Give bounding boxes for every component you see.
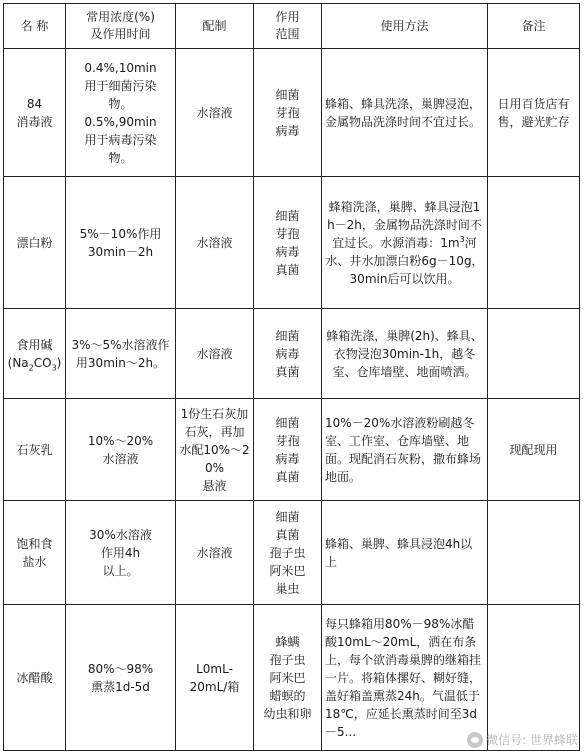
cell-preparation: 1份生石灰加石灰，再加水配10%～20% 悬液 — [176, 399, 254, 501]
name-subscript: 3 — [51, 362, 57, 372]
cell-method: 每只蜂箱用80%－98%冰醋酸10mL～20mL，洒在布条上，每个欲消毒巢脾的继箱挂一片。将箱体摞好、糊好缝，盖好箱盖熏蒸24h。气温低于18℃，应延长熏蒸时间至3d－5... — [322, 605, 488, 751]
cell-concentration: 3%～5%水溶液作用30min～2h。 — [66, 309, 176, 399]
header-name: 名 称 — [4, 4, 66, 49]
cell-note — [488, 177, 580, 309]
watermark-text: 微信号: 世界蜂联 — [486, 733, 578, 747]
cell-method: 蜂箱洗涤，巢脾(2h)、蜂具、衣物浸泡30min-1h，越冬室、仓库墙壁、地面喷洒。 — [322, 309, 488, 399]
header-note: 备注 — [488, 4, 580, 49]
method-text-part: 蜂箱洗涤，巢脾、蜂具浸泡1h－2h，金属物品洗涤时间不宜过长。水源消毒：1m — [327, 199, 482, 250]
cell-method: 蜂箱、巢脾、蜂具浸泡4h以上 — [322, 501, 488, 605]
cell-scope: 细菌 芽孢 病毒 真菌 — [254, 177, 322, 309]
table-row — [4, 605, 580, 751]
cell-name: 饱和食 盐水 — [4, 501, 66, 605]
name-text-part: CO — [33, 355, 52, 370]
cell-name: 石灰乳 — [4, 399, 66, 501]
table-row — [4, 399, 580, 501]
cell-note — [488, 501, 580, 605]
cell-method: 蜂箱、蜂具洗涤，巢脾浸泡，金属物品洗涤时间不宜过长。 — [322, 49, 488, 177]
cell-concentration: 30%水溶液 作用4h 以上。 — [66, 501, 176, 605]
cell-preparation: 水溶液 — [176, 177, 254, 309]
name-text-part: 食用碱 (Na — [7, 337, 53, 370]
cell-preparation: L0mL- 20mL/箱 — [176, 605, 254, 751]
cell-name: 冰醋酸 — [4, 605, 66, 751]
header-scope: 作用 范围 — [254, 4, 322, 49]
cell-concentration: 5%－10%作用 30min－2h — [66, 177, 176, 309]
method-text-part: 河水、井水加漂白粉6g－10g，30min后可以饮用。 — [325, 235, 484, 286]
cell-scope: 细菌 芽孢 病毒 真菌 — [254, 399, 322, 501]
wechat-icon — [467, 732, 483, 748]
method-superscript: 3 — [459, 234, 465, 244]
cell-name: 84 消毒液 — [4, 49, 66, 177]
table-header-row — [4, 4, 580, 49]
cell-method: 10%－20%水溶液粉刷越冬室、工作室、仓库墙壁、地面。现配消石灰粉，撒布蜂场地面。 — [322, 399, 488, 501]
cell-preparation: 水溶液 — [176, 501, 254, 605]
cell-note: 日用百货店有售，避光贮存 — [488, 49, 580, 177]
cell-scope: 细菌 芽孢 病毒 — [254, 49, 322, 177]
header-preparation: 配制 — [176, 4, 254, 49]
cell-preparation: 水溶液 — [176, 49, 254, 177]
cell-concentration: 80%～98% 熏蒸1d-5d — [66, 605, 176, 751]
cell-concentration: 0.4%,10min 用于细菌污染 物。 0.5%,90min 用于病毒污染 物。 — [66, 49, 176, 177]
header-method: 使用方法 — [322, 4, 488, 49]
cell-scope: 蜂螨 孢子虫 阿米巴 蜡螟的 幼虫和卵 — [254, 605, 322, 751]
table-row — [4, 49, 580, 177]
table-row — [4, 177, 580, 309]
cell-name: 漂白粉 — [4, 177, 66, 309]
header-concentration: 常用浓度(%) 及作用时间 — [66, 4, 176, 49]
name-subscript: 2 — [28, 362, 34, 372]
cell-concentration: 10%～20% 水溶液 — [66, 399, 176, 501]
cell-method — [322, 177, 488, 309]
disinfectant-table — [3, 3, 580, 751]
cell-scope: 细菌 病毒 真菌 — [254, 309, 322, 399]
cell-scope: 细菌 真菌 孢子虫 阿米巴 巢虫 — [254, 501, 322, 605]
table-row — [4, 309, 580, 399]
disinfectant-table-container — [3, 3, 580, 751]
cell-note — [488, 605, 580, 751]
watermark — [467, 731, 578, 748]
cell-name — [4, 309, 66, 399]
cell-note — [488, 309, 580, 399]
cell-note: 现配现用 — [488, 399, 580, 501]
name-text-part: ) — [56, 355, 62, 370]
table-row — [4, 501, 580, 605]
cell-preparation: 水溶液 — [176, 309, 254, 399]
